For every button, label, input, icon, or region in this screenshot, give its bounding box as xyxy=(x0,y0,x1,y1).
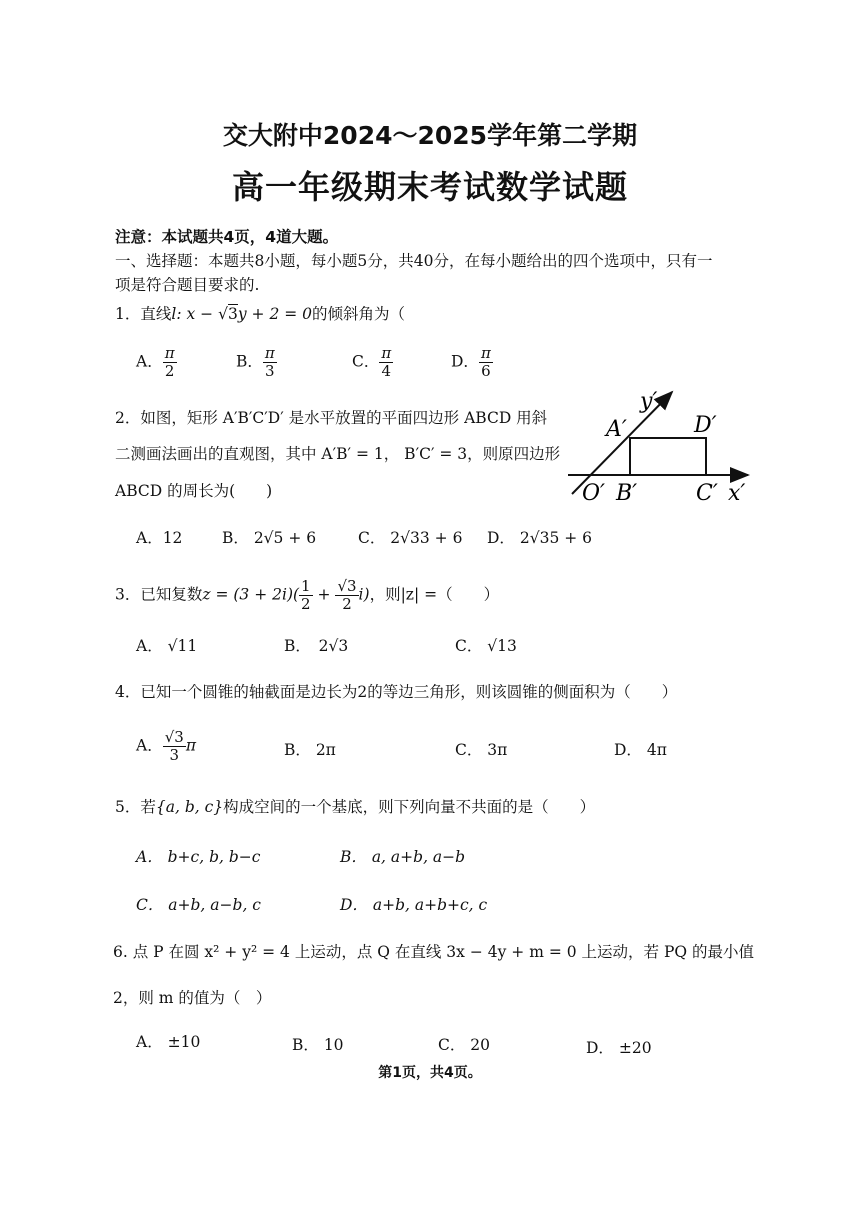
question-6-stem-line1: 6. 点 P 在圆 x² + y² = 4 上运动，点 Q 在直线 3x − 4y + m = 0 上运动，若 PQ 的最小值 xyxy=(113,943,755,961)
exam-title: 高一年级期末考试数学试题 xyxy=(231,168,628,206)
question-4-option-b[interactable]: B． 2π xyxy=(284,741,336,759)
question-3-option-c[interactable]: C． √13 xyxy=(455,637,517,655)
page-footer: 第1页，共4页。 xyxy=(378,1065,482,1081)
question-5-option-d[interactable]: D． a+b, a+b+c, c xyxy=(340,896,488,914)
question-4-option-a[interactable]: A． $\frac{√3}{3}$ π xyxy=(136,728,196,764)
question-5-option-c[interactable]: C． a+b, a−b, c xyxy=(136,896,261,914)
label-b-prime: B′ xyxy=(616,481,638,506)
rectangle-a-b-c-d xyxy=(630,438,706,475)
question-2-option-d[interactable]: D． 2√35 + 6 xyxy=(487,529,593,547)
label-c-prime: C′ xyxy=(696,481,718,506)
question-6-option-a[interactable]: A． ±10 xyxy=(136,1033,201,1051)
question-1-option-d[interactable]: D． $\frac{\pi}{6}$ xyxy=(451,344,491,380)
label-x-prime: x′ xyxy=(728,481,746,506)
question-5-stem: 5．若{a, b, c}构成空间的一个基底，则下列向量不共面的是（ ） xyxy=(115,798,596,816)
label-y-prime: y′ xyxy=(640,389,658,414)
question-5-option-b[interactable]: B． a, a+b, a−b xyxy=(340,848,466,866)
question-1-stem: 1．直线l: x − √3y + 2 = 0的倾斜角为（ xyxy=(115,305,406,323)
question-6-option-c[interactable]: C． 20 xyxy=(438,1036,491,1054)
exam-school-term-title: 交大附中2024～2025学年第二学期 xyxy=(222,121,638,150)
question-1-option-a[interactable]: A． $\frac{\pi}{2}$ xyxy=(136,344,175,380)
label-d-prime: D′ xyxy=(694,413,717,438)
question-2-option-a[interactable]: A．12 xyxy=(136,529,183,547)
notice: 注意：本试题共4页，4道大题。 xyxy=(115,228,339,246)
question-5-option-a[interactable]: A． b+c, b, b−c xyxy=(136,848,261,866)
section1-instructions-line1: 一、选择题：本题共8小题，每小题5分，共40分，在每小题给出的四个选项中，只有一 xyxy=(115,252,713,270)
section1-instructions-line2: 项是符合题目要求的. xyxy=(115,276,260,294)
question-3-stem: 3．已知复数z = (3 + 2i)( $\frac{1}{2}$ + $\frac{√3}{2}$ i)，则|z| =（ ） xyxy=(115,577,500,613)
question-2-stem-line3: ABCD 的周长为( ) xyxy=(115,482,273,500)
question-2-option-c[interactable]: C． 2√33 + 6 xyxy=(358,529,463,547)
label-o-prime: O′ xyxy=(582,481,606,506)
question-4-option-c[interactable]: C． 3π xyxy=(455,741,508,759)
question-2-option-b[interactable]: B． 2√5 + 6 xyxy=(222,529,317,547)
label-a-prime: A′ xyxy=(606,417,627,442)
question-4-option-d[interactable]: D． 4π xyxy=(614,741,667,759)
question-6-stem-line2: 2，则 m 的值为（ ） xyxy=(113,989,272,1007)
question-1-option-c[interactable]: C． $\frac{\pi}{4}$ xyxy=(352,344,392,380)
question-3-option-a[interactable]: A． √11 xyxy=(136,637,198,655)
question-6-option-d[interactable]: D． ±20 xyxy=(586,1039,652,1057)
oblique-drawing-figure xyxy=(560,384,760,508)
question-1-option-b[interactable]: B． $\frac{\pi}{3}$ xyxy=(236,344,275,380)
question-6-option-b[interactable]: B． 10 xyxy=(292,1036,344,1054)
question-2-stem-line2: 二测画法画出的直观图，其中 A′B′ = 1， B′C′ = 3，则原四边形 xyxy=(115,445,561,463)
question-3-option-b[interactable]: B． 2√3 xyxy=(284,637,349,655)
question-4-stem: 4．已知一个圆锥的轴截面是边长为2的等边三角形，则该圆锥的侧面积为（ ） xyxy=(115,683,678,701)
question-2-stem-line1: 2．如图，矩形 A′B′C′D′ 是水平放置的平面四边形 ABCD 用斜 xyxy=(115,409,548,427)
